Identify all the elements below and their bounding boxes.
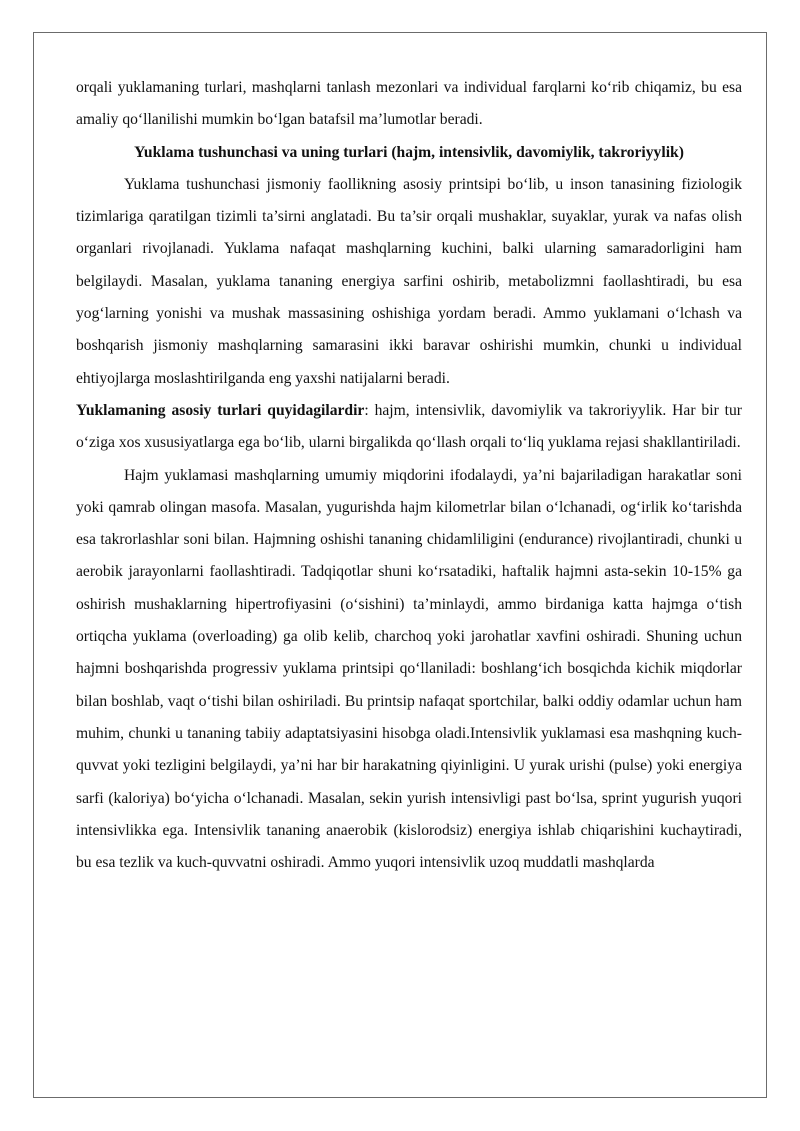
types-text: : hajm, intensivlik, davomiylik va takroriyylik. Har bir tur o‘ziga xos xususiyatlarga ega bo‘lib, ularni birgalikda qo‘llash orqali to‘liq yuklama rejasi shakllantiriladi. <box>76 401 742 452</box>
concept-paragraph: Yuklama tushunchasi jismoniy faollikning asosiy printsipi bo‘lib, u inson tanasining fiziologik tizimlariga qaratilgan tizimli ta’sirni anglatadi. Bu ta’sir orqali mushaklar, suyaklar, yurak va nafas olish organlari rivojlanadi. Yuklama nafaqat mashqlarning kuchini, balki ularning samaradorligini ham belgilaydi. Masalan, yuklama tananing energiya sarfini oshirib, metabolizmni faollashtiradi, bu esa yog‘larning yonishi va mushak massasining oshishiga yordam beradi. Ammo yuklamani o‘lchash va boshqarish jismoniy mashqlarning samarasini ikki baravar oshirishi mumkin, chunki u individual ehtiyojlarga moslashtirilganda eng yaxshi natijalarni beradi. <box>76 175 742 387</box>
types-paragraph <box>76 395 742 460</box>
volume-paragraph: Hajm yuklamasi mashqlarning umumiy miqdorini ifodalaydi, ya’ni bajariladigan harakatlar soni yoki qamrab olingan masofa. Masalan, yugurishda hajm kilometrlar bilan o‘lchanadi, og‘irlik ko‘tarishda esa takrorlashlar soni bilan. Hajmning oshishi tananing chidamliligini (endurance) rivojlantiradi, chunki u aerobik jarayonlarni faollashtiradi. Tadqiqotlar shuni ko‘rsatadiki, haftalik hajmni asta-sekin 10-15% ga oshirish mushaklarning hipertrofiyasini (o‘sishini) ta’minlaydi, ammo birdaniga katta hajmga o‘tish ortiqcha yuklama (overloading) ga olib kelib, charchoq yoki jarohatlar xavfini oshiradi. Shuning uchun hajmni boshqarishda progressiv yuklama printsipi qo‘llaniladi: boshlang‘ich bosqichda kichik miqdorlar bilan boshlab, vaqt o‘tishi bilan oshiriladi. Bu printsip nafaqat sportchilar, balki oddiy odamlar uchun ham muhim, chunki u tananing tabiiy adaptatsiyasini hisobga oladi.Intensivlik yuklamasi esa mashqning kuch-quvvat yoki tezligini belgilaydi, ya’ni har bir harakatning qiyinligini. U yurak urishi (pulse) yoki energiya sarfi (kaloriya) bo‘yicha o‘lchanadi. Masalan, sekin yurish intensivligi past bo‘lsa, sprint yugurish yuqori intensivlikka ega. Intensivlik tananing anaerobik (kislorodsiz) energiya ishlab chiqarishini kuchaytiradi, bu esa tezlik va kuch-quvvatni oshiradi. Ammo yuqori intensivlik uzoq muddatli mashqlarda <box>76 466 742 872</box>
document-body <box>76 72 742 879</box>
types-lead-bold: Yuklamaning asosiy turlari quyidagilardir <box>76 401 365 419</box>
section-heading: Yuklama tushunchasi va uning turlari (hajm, intensivlik, davomiylik, takroriyylik) <box>134 143 684 161</box>
intro-paragraph: orqali yuklamaning turlari, mashqlarni tanlash mezonlari va individual farqlarni ko‘rib chiqamiz, bu esa amaliy qo‘llanilishi mumkin bo‘lgan batafsil ma’lumotlar beradi. <box>76 79 742 129</box>
